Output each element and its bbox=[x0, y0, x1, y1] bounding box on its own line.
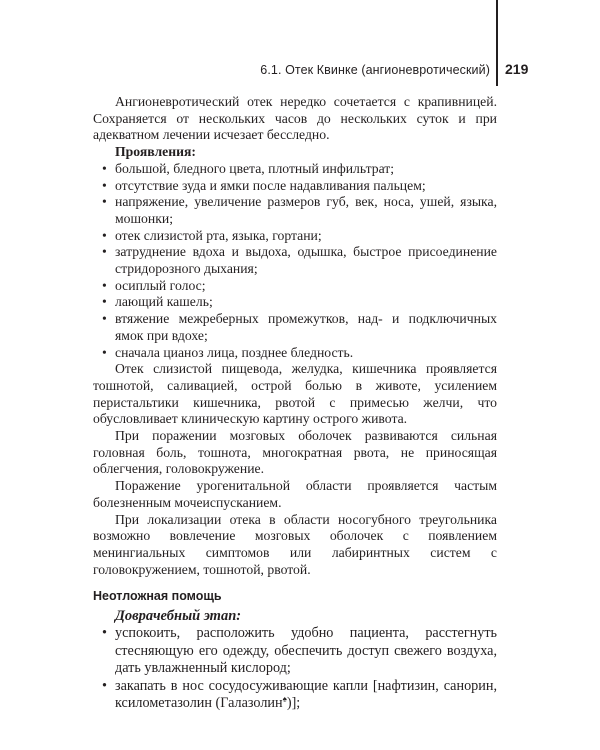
running-head: 6.1. Отек Квинке (ангионевротический) bbox=[260, 63, 490, 77]
list-item: • отсутствие зуда и ямки после надавливания пальцем; bbox=[93, 178, 497, 195]
list-item: • успокоить, расположить удобно пациента, расстегнуть стесняющую его одежду, обеспечить доступ свежего воздуха, дать увлажненный кислород; bbox=[93, 625, 497, 678]
paragraph-nasolabial: При локализации отека в области носогубного треугольника возможно вовлечение мозговых оболочек с появлением менингиальных симптомов или лабиринтных систем с головокружением, тошнотой, рвотой. bbox=[93, 511, 497, 577]
prehospital-list bbox=[93, 625, 497, 713]
intro-paragraph: Ангионевротический отек нередко сочетается с крапивницей. Сохраняется от нескольких часов до нескольких суток и при адекватном лечении исчезает бесследно. bbox=[93, 94, 497, 143]
list-item: • лающий кашель; bbox=[93, 294, 497, 311]
list-item: • большой, бледного цвета, плотный инфильтрат; bbox=[93, 161, 497, 178]
list-item: • втяжение межреберных промежутков, над- и подключичных ямок при вдохе; bbox=[93, 311, 497, 344]
list-item: • затруднение вдоха и выдоха, одышка, быстрое присоединение стридорозного дыхания; bbox=[93, 244, 497, 277]
list-item: • сначала цианоз лица, позднее бледность. bbox=[93, 345, 497, 362]
list-item bbox=[93, 678, 497, 713]
header-vertical-rule bbox=[496, 0, 498, 86]
list-item-suffix: )]; bbox=[286, 695, 301, 712]
page-body bbox=[93, 94, 497, 713]
list-item-text: закапать в нос сосудосуживающие капли [нафтизин, санорин, ксилометазолин (Галазолин bbox=[115, 677, 497, 712]
page-number: 219 bbox=[505, 61, 529, 77]
emergency-section-heading: Неотложная помощь bbox=[93, 589, 222, 604]
paragraph-gi: Отек слизистой пищевода, желудка, кишечника проявляется тошнотой, саливацией, острой болью в животе, усилением перистальтики кишечника, рвотой с примесью желчи, что обусловливает клиническую картину острого живота. bbox=[93, 361, 497, 427]
list-item: • отек слизистой рта, языка, гортани; bbox=[93, 228, 497, 245]
list-item: • осиплый голос; bbox=[93, 278, 497, 295]
list-item: • напряжение, увеличение размеров губ, век, носа, ушей, языка, мошонки; bbox=[93, 194, 497, 227]
paragraph-meninges: При поражении мозговых оболочек развиваются сильная головная боль, тошнота, многократная рвота, не приносящая облегчения, головокружение. bbox=[93, 428, 497, 477]
registered-drug-mark: ♠ bbox=[282, 694, 287, 704]
paragraph-urogenital: Поражение урогенитальной области проявляется частым болезненным мочеиспусканием. bbox=[93, 478, 497, 510]
manifestations-list bbox=[93, 161, 497, 361]
prehospital-stage-heading: Доврачебный этап: bbox=[115, 608, 242, 625]
manifestations-heading: Проявления: bbox=[115, 144, 196, 160]
